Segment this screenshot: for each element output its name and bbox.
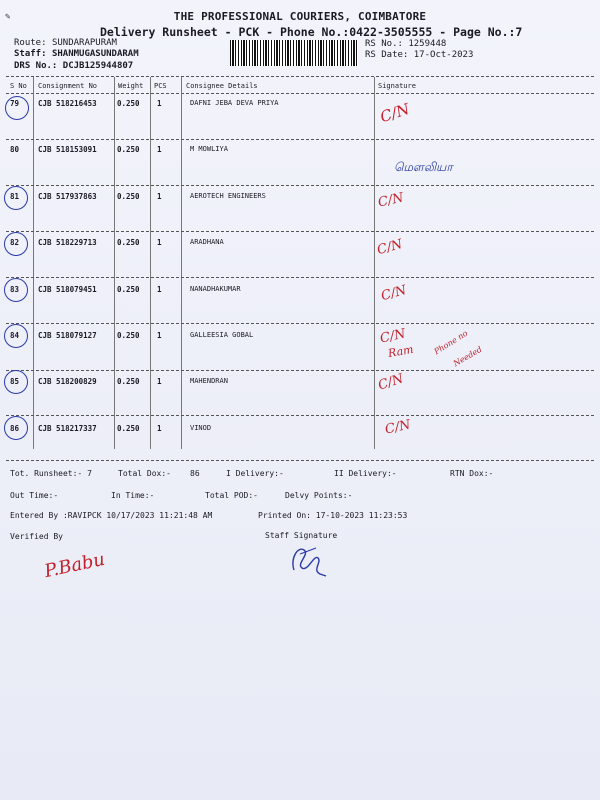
row-signature: C/N	[378, 326, 407, 347]
row-consignee: NANADHAKUMAR	[190, 285, 241, 293]
verified-by-label: Verified By	[10, 532, 63, 541]
row-signature: C/N	[376, 371, 406, 394]
row-signature: C/N	[375, 236, 405, 259]
staff-line	[14, 49, 139, 59]
row-sno: 83	[10, 285, 20, 294]
row-consignee: ARADHANA	[190, 238, 224, 246]
row-pcs: 1	[157, 99, 162, 108]
barcode	[230, 40, 358, 66]
total-dox-value: 86	[190, 469, 200, 478]
column-line	[374, 77, 375, 449]
row-weight: 0.250	[117, 424, 140, 433]
i-delivery: I Delivery:-	[226, 469, 284, 478]
row-sno: 85	[10, 377, 20, 386]
row-consignee: VINOD	[190, 424, 212, 432]
divider	[6, 139, 594, 140]
col-weight-header: Weight	[118, 82, 144, 90]
row-signature: மௌலியா	[394, 160, 453, 174]
divider	[6, 323, 594, 324]
row-sno: 79	[10, 99, 20, 108]
route-line	[14, 38, 117, 48]
row-consignment: CJB 518079451	[38, 285, 97, 294]
row-weight: 0.250	[117, 377, 140, 386]
row-pcs: 1	[157, 238, 162, 247]
signature-note: Ram	[387, 342, 415, 361]
row-consignee: MAHENDRAN	[190, 377, 228, 385]
divider	[6, 76, 594, 77]
row-weight: 0.250	[117, 331, 140, 340]
row-sno: 82	[10, 238, 20, 247]
divider	[6, 370, 594, 371]
row-sno: 80	[10, 145, 20, 154]
route-label: Route:	[14, 38, 47, 48]
signature-note: Phone no	[432, 328, 470, 357]
row-consignment: CJB 518216453	[38, 99, 97, 108]
row-consignment: CJB 518153091	[38, 145, 97, 154]
divider	[6, 415, 594, 416]
row-consignment: CJB 518217337	[38, 424, 97, 433]
drs-value: DCJB125944807	[62, 61, 134, 71]
entered-by: Entered By :RAVIPCK 10/17/2023 11:21:48 AM	[10, 511, 213, 520]
column-line	[114, 77, 115, 449]
total-pod: Total POD:-	[205, 491, 258, 500]
col-sno-header: S No	[10, 82, 27, 90]
verifier-signature: P.Babu	[42, 548, 107, 583]
column-line	[33, 77, 34, 449]
row-weight: 0.250	[117, 238, 140, 247]
col-consignment-header: Consignment No	[38, 82, 98, 90]
divider	[6, 277, 594, 278]
row-pcs: 1	[157, 192, 162, 201]
drs-line	[14, 61, 133, 71]
row-pcs: 1	[157, 377, 162, 386]
tot-runsheet: Tot. Runsheet:- 7	[10, 469, 92, 478]
total-dox-label: Total Dox:-	[118, 469, 171, 478]
row-weight: 0.250	[117, 145, 140, 154]
delvy-points: Delvy Points:-	[285, 491, 353, 500]
drs-label: DRS No.:	[14, 61, 58, 71]
row-signature: C/N	[383, 417, 412, 438]
col-consignee-header: Consignee Details	[186, 82, 258, 90]
row-weight: 0.250	[117, 285, 140, 294]
row-pcs: 1	[157, 424, 162, 433]
column-line	[181, 77, 182, 449]
row-pcs: 1	[157, 285, 162, 294]
row-sno: 81	[10, 192, 20, 201]
row-signature: C/N	[376, 190, 405, 211]
row-consignment: CJB 517937863	[38, 192, 97, 201]
corner-mark-icon: ✎	[5, 12, 11, 22]
row-pcs: 1	[157, 331, 162, 340]
signature-note: Needed	[451, 344, 484, 369]
row-consignee: DAFNI JEBA DEVA PRIYA	[190, 99, 279, 107]
row-pcs: 1	[157, 145, 162, 154]
in-time: In Time:-	[111, 491, 155, 500]
divider	[6, 460, 594, 461]
row-consignment: CJB 518229713	[38, 238, 97, 247]
staff-signature-mark	[286, 540, 330, 580]
divider	[6, 231, 594, 232]
col-signature-header: Signature	[378, 82, 416, 90]
row-consignee: GALLEESIA GOBAL	[190, 331, 254, 339]
row-consignment: CJB 518079127	[38, 331, 97, 340]
rs-number: RS No.: 1259448	[365, 39, 447, 49]
staff-signature-label: Staff Signature	[265, 531, 338, 540]
row-weight: 0.250	[117, 99, 140, 108]
staff-label: Staff:	[14, 49, 47, 59]
ii-delivery: II Delivery:-	[334, 469, 397, 478]
runsheet-subtitle: Delivery Runsheet - PCK - Phone No.:0422-3505555 - Page No.:7	[100, 25, 523, 39]
divider	[6, 185, 594, 186]
row-weight: 0.250	[117, 192, 140, 201]
row-sno: 84	[10, 331, 20, 340]
route-value: SUNDARAPURAM	[51, 38, 117, 48]
col-pcs-header: PCS	[154, 82, 167, 90]
divider	[6, 93, 594, 94]
staff-value: SHANMUGASUNDARAM	[51, 49, 139, 59]
row-signature: C/N	[377, 99, 412, 127]
row-consignee: M MOWLIYA	[190, 145, 228, 153]
company-title: THE PROFESSIONAL COURIERS, COIMBATORE	[173, 10, 427, 23]
row-signature: C/N	[379, 282, 409, 305]
row-sno: 86	[10, 424, 20, 433]
column-line	[150, 77, 151, 449]
printed-on: Printed On: 17-10-2023 11:23:53	[258, 511, 408, 520]
rs-date: RS Date: 17-Oct-2023	[365, 50, 474, 60]
out-time: Out Time:-	[10, 491, 59, 500]
row-consignment: CJB 518200829	[38, 377, 97, 386]
rtn-dox: RTN Dox:-	[450, 469, 494, 478]
row-consignee: AEROTECH ENGINEERS	[190, 192, 266, 200]
